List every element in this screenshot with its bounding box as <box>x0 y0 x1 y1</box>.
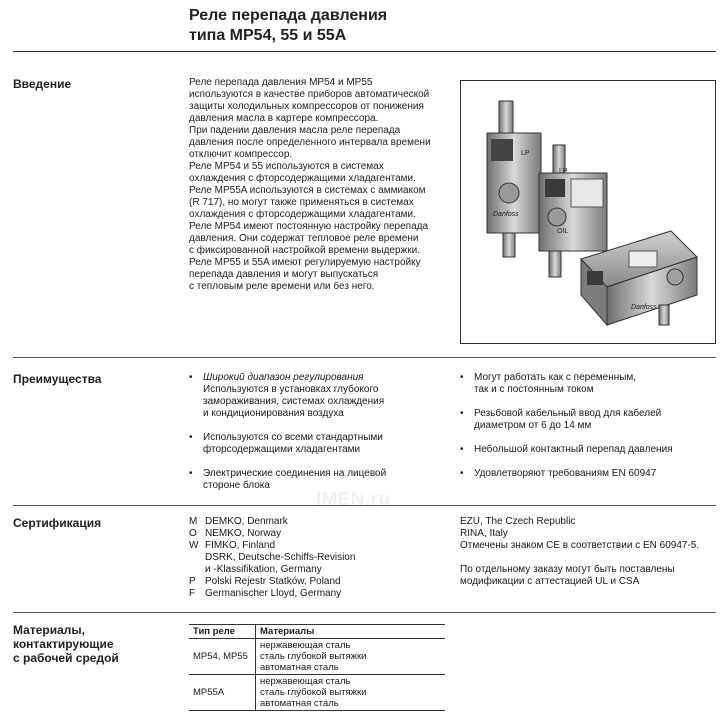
certification-body: и -Klassifikation, Germany <box>205 564 322 575</box>
certification-body: DSRK, Deutsche-Schiffs-Revision <box>205 552 356 563</box>
intro-line: защиты холодильных компрессоров от понижения <box>189 101 424 112</box>
advantage-line: Небольшой контактный перепад давления <box>474 444 673 455</box>
materials-heading <box>13 623 119 665</box>
intro-line: отключит компрессор. <box>189 149 293 160</box>
certification-divider <box>13 612 716 613</box>
intro-line: (R 717), но могут также применяться в системах <box>189 197 414 208</box>
intro-line: давления. Они содержат тепловое реле времени <box>189 233 419 244</box>
intro-line: охлаждения с фторсодержащими хладагентами. <box>189 209 416 220</box>
bullet-icon: • <box>189 468 193 479</box>
advantages-list-right <box>460 372 716 492</box>
certification-body: NEMKO, Norway <box>205 528 282 539</box>
intro-line: с тепловым реле времени или без него. <box>189 281 375 292</box>
bullet-icon: • <box>460 408 464 419</box>
certification-code: O <box>189 528 197 539</box>
intro-line: При падении давления масла реле перепада <box>189 125 401 136</box>
certification-body: Germanischer Lloyd, Germany <box>205 588 342 599</box>
advantage-line: замораживания, системах охлаждения <box>203 396 385 407</box>
intro-line: давления после определенного интервала времени <box>189 137 431 148</box>
advantage-line: так и с постоянным током <box>474 384 594 395</box>
materials-type-cell: MP54, MP55 <box>189 639 256 675</box>
certification-item <box>189 564 355 576</box>
intro-line: охлаждения с фторсодержащими хладагентами. <box>189 173 416 184</box>
advantage-emphasis: Широкий диапазон регулирования <box>203 372 364 383</box>
advantages-heading: Преимущества <box>13 372 102 386</box>
advantage-line: диаметром от 6 до 14 мм <box>474 420 592 431</box>
advantage-item <box>460 444 716 456</box>
advantage-line: Удовлетворяют требованиям EN 60947 <box>474 468 657 479</box>
advantage-item <box>460 408 716 432</box>
advantage-item <box>189 432 449 456</box>
materials-table <box>189 625 445 710</box>
intro-heading: Введение <box>13 77 72 91</box>
materials-heading-line1: Материалы, <box>13 623 85 637</box>
photo-label-brand-1: Danfoss <box>493 211 519 218</box>
intro-divider <box>13 357 716 358</box>
certification-note: EZU, The Czech Republic <box>460 516 576 527</box>
certification-note: По отдельному заказу могут быть поставлены <box>460 564 675 575</box>
certification-code: P <box>189 576 196 587</box>
table-row <box>189 675 445 711</box>
certification-heading: Сертификация <box>13 516 102 530</box>
advantage-line: Могут работать как с переменным, <box>474 372 637 383</box>
bullet-icon: • <box>460 444 464 455</box>
watermark: IMEN.ru <box>316 489 392 509</box>
intro-line: давления масла в картере компрессора. <box>189 113 379 124</box>
table-row <box>189 639 445 675</box>
materials-list-cell <box>256 675 446 711</box>
page-title-line2: типа MP54, 55 и 55A <box>189 27 347 44</box>
intro-line: Реле MP54 и 55 используются в системах <box>189 161 384 172</box>
materials-type-cell: MP55A <box>189 675 256 711</box>
intro-line: Реле MP55A используются в системах с аммиаком <box>189 185 426 196</box>
materials-list-cell <box>256 639 446 675</box>
advantage-line: Используются со всеми стандартными <box>203 432 383 443</box>
material-item: автоматная сталь <box>260 662 339 673</box>
certification-item <box>189 552 355 564</box>
advantage-line: Электрические соединения на лицевой <box>203 468 387 479</box>
intro-line: Реле перепада давления MP54 и MP55 <box>189 77 373 88</box>
material-item: автоматная сталь <box>260 698 339 709</box>
certification-body: DEMKO, Denmark <box>205 516 288 527</box>
product-photo <box>460 80 716 344</box>
certification-code: M <box>189 516 198 527</box>
certification-note <box>460 552 699 564</box>
materials-heading-line2: контактирующие <box>13 637 114 651</box>
certification-code: W <box>189 540 199 551</box>
advantages-divider <box>13 505 716 506</box>
certification-item <box>189 588 355 600</box>
materials-heading-line3: с рабочей средой <box>13 651 119 665</box>
page-title <box>189 6 387 46</box>
intro-line: с фиксированной настройкой времени выдержки. <box>189 245 420 256</box>
certification-note: RINA, Italy <box>460 528 508 539</box>
certification-note: модификации с аттестацией UL и CSA <box>460 576 640 587</box>
certification-list-left <box>189 516 355 600</box>
material-item: нержавеющая сталь <box>260 640 351 651</box>
advantage-item <box>460 468 716 480</box>
advantage-line: фторсодержащими хладагентами <box>203 444 361 455</box>
certification-item <box>189 540 355 552</box>
advantage-line: Используются в установках глубокого <box>203 384 379 395</box>
photo-label-lp-1: LP <box>521 150 530 157</box>
advantage-line: Резьбовой кабельный ввод для кабелей <box>474 408 662 419</box>
bullet-icon: • <box>460 372 464 383</box>
materials-col-type: Тип реле <box>189 625 256 639</box>
advantages-list-left <box>189 372 449 504</box>
material-item: нержавеющая сталь <box>260 676 351 687</box>
material-item: сталь глубокой вытяжки <box>260 651 367 662</box>
certification-code: F <box>189 588 196 599</box>
intro-line: Реле MP55 и 55A имеют регулируемую настройку <box>189 257 421 268</box>
intro-line: перепада давления и могут выпускаться <box>189 269 379 280</box>
page-title-line1: Реле перепада давления <box>189 7 388 24</box>
title-divider <box>13 51 716 52</box>
intro-text <box>189 77 454 293</box>
material-item: сталь глубокой вытяжки <box>260 687 367 698</box>
bullet-icon: • <box>460 468 464 479</box>
bullet-icon: • <box>189 432 193 443</box>
certification-item <box>189 528 355 540</box>
advantage-line: стороне блока <box>203 480 270 491</box>
advantage-item <box>189 372 449 420</box>
photo-label-lp-2: LP <box>559 168 568 175</box>
certification-item <box>189 576 355 588</box>
advantage-line: и кондиционирования воздуха <box>203 408 344 419</box>
photo-label-oil: OIL <box>557 228 569 235</box>
materials-col-materials: Материалы <box>256 625 446 639</box>
certification-body: FIMKO, Finland <box>205 540 276 551</box>
photo-label-brand-3: Danfoss <box>631 304 657 311</box>
certification-note: Отмечены знаком CE в соответствии с EN 60947-5. <box>460 540 700 551</box>
certification-body: Polski Rejestr Statków, Poland <box>205 576 341 587</box>
advantage-item <box>460 372 716 396</box>
pressure-switch-illustration <box>461 81 715 343</box>
certification-list-right <box>460 516 699 588</box>
materials-table-wrap <box>189 624 445 711</box>
intro-line: Реле MP54 имеют постоянную настройку перепада <box>189 221 429 232</box>
bullet-icon: • <box>189 372 193 383</box>
certification-item <box>189 516 355 528</box>
intro-line: используются в качестве приборов автоматической <box>189 89 430 100</box>
